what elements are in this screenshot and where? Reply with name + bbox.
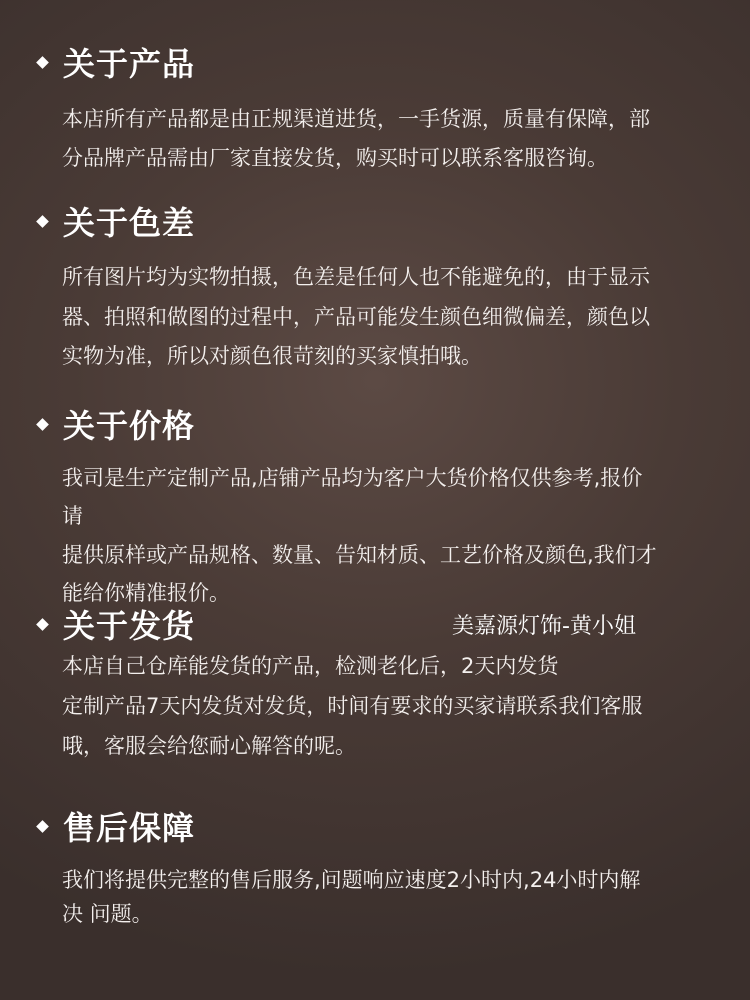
- section-title: 售后保障: [63, 809, 196, 847]
- shop-watermark: 美嘉源灯饰-黄小姐: [452, 614, 636, 639]
- diamond-bullet-icon: [36, 820, 49, 833]
- section-title: 关于价格: [63, 407, 196, 445]
- section-heading-color-difference: [36, 199, 195, 243]
- section-text-line: 器、拍照和做图的过程中，产品可能发生颜色细微偏差，颜色以: [62, 305, 650, 329]
- section-text-line: 提供原样或产品规格、数量、告知材质、工艺价格及颜色,我们才: [62, 543, 657, 567]
- section-title: 关于产品: [63, 45, 196, 83]
- diamond-bullet-icon: [36, 618, 49, 631]
- section-text-line: 请: [62, 504, 83, 528]
- section-heading-after-sales: [36, 804, 195, 848]
- section-text-line: 决 问题。: [62, 902, 153, 926]
- section-text-line: 能给你精准报价。: [62, 581, 230, 605]
- section-heading-product: [36, 40, 195, 84]
- diamond-bullet-icon: [36, 215, 49, 228]
- section-text-line: 本店自己仓库能发货的产品，检测老化后，2天内发货: [62, 654, 559, 678]
- section-heading-price: [36, 402, 195, 446]
- section-title: 关于发货: [63, 607, 196, 645]
- section-text-line: 我们将提供完整的售后服务,问题响应速度2小时内,24小时内解: [62, 868, 641, 892]
- section-text-line: 所有图片均为实物拍摄，色差是任何人也不能避免的，由于显示: [62, 265, 650, 289]
- section-text-line: 我司是生产定制产品,店铺产品均为客户大货价格仅供参考,报价: [62, 466, 643, 490]
- section-text-line: 本店所有产品都是由正规渠道进货，一手货源，质量有保障，部: [62, 107, 650, 131]
- diamond-bullet-icon: [36, 56, 49, 69]
- diamond-bullet-icon: [36, 418, 49, 431]
- section-title: 关于色差: [63, 204, 196, 242]
- section-text-line: 哦，客服会给您耐心解答的呢。: [62, 734, 356, 758]
- section-text-line: 实物为准，所以对颜色很苛刻的买家慎拍哦。: [62, 344, 482, 368]
- section-text-line: 定制产品7天内发货对发货，时间有要求的买家请联系我们客服: [62, 694, 643, 718]
- section-heading-shipping: [36, 602, 195, 646]
- section-text-line: 分品牌产品需由厂家直接发货，购买时可以联系客服咨询。: [62, 146, 608, 170]
